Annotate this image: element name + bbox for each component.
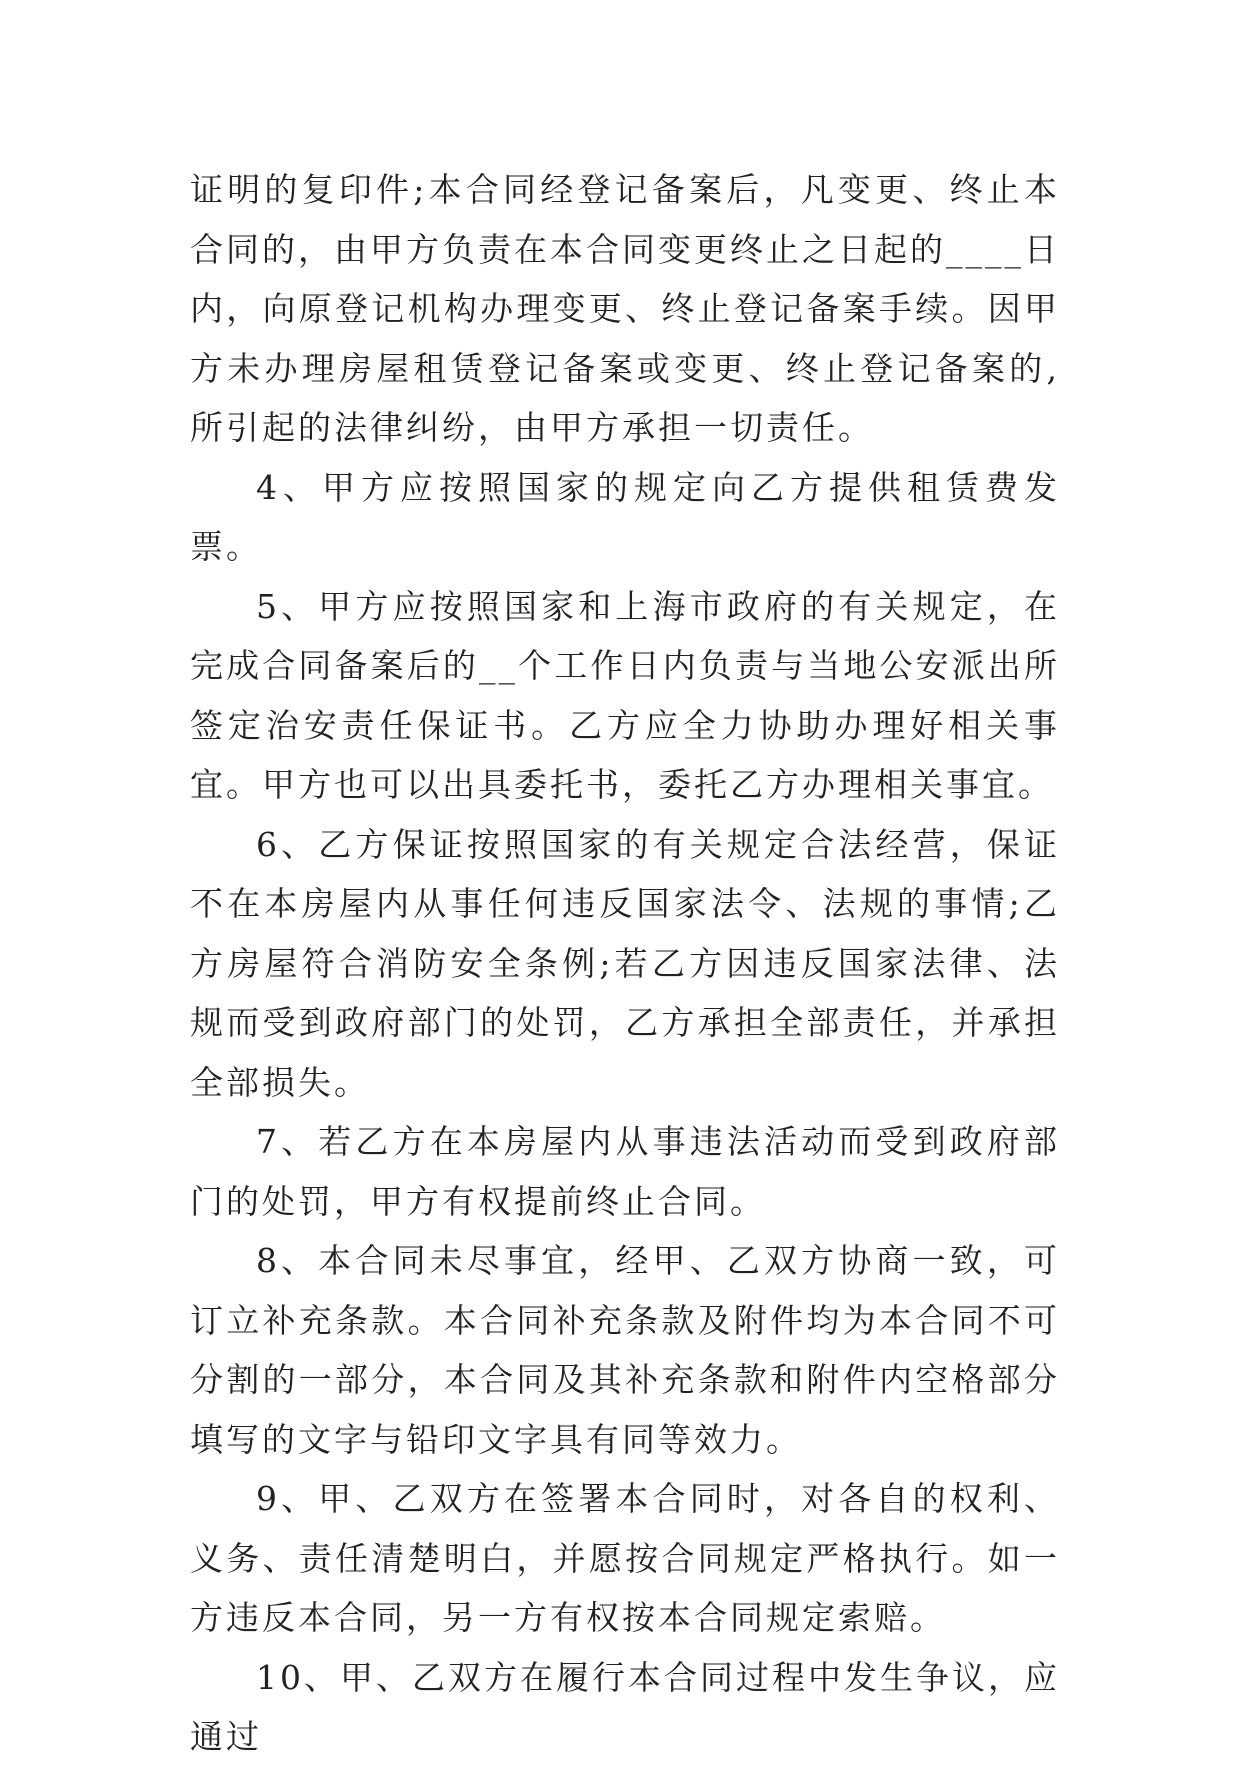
- paragraph-clause-7: 7、若乙方在本房屋内从事违法活动而受到政府部门的处罚，甲方有权提前终止合同。: [190, 1122, 1060, 1221]
- paragraph-clause-6: 6、乙方保证按照国家的有关规定合法经营，保证不在本房屋内从事任何违反国家法令、法规的事情;乙方房屋符合消防安全条例;若乙方因违反国家法律、法规而受到政府部门的处罚，乙方承担全部责任，并承担全部损失。: [190, 824, 1060, 1102]
- paragraph-clause-8: 8、本合同未尽事宜，经甲、乙双方协商一致，可订立补充条款。本合同补充条款及附件均为本合同不可分割的一部分，本合同及其补充条款和附件内空格部分填写的文字与铅印文字具有同等效力。: [190, 1241, 1060, 1459]
- paragraph-clause-9: 9、甲、乙双方在签署本合同时，对各自的权利、义务、责任清楚明白，并愿按合同规定严格执行。如一方违反本合同，另一方有权按本合同规定索赔。: [190, 1479, 1060, 1637]
- paragraph-clause-4: 4、甲方应按照国家的规定向乙方提供租赁费发票。: [190, 467, 1060, 566]
- paragraph-continuation: 证明的复印件;本合同经登记备案后，凡变更、终止本合同的，由甲方负责在本合同变更终止之日起的____日内，向原登记机构办理变更、终止登记备案手续。因甲方未办理房屋租赁登记备案或变更、终止登记备案的,所引起的法律纠纷，由甲方承担一切责任。: [190, 170, 1060, 447]
- paragraph-clause-5: 5、甲方应按照国家和上海市政府的有关规定，在完成合同备案后的__个工作日内负责与当地公安派出所签定治安责任保证书。乙方应全力协助办理好相关事宜。甲方也可以出具委托书，委托乙方办理相关事宜。: [190, 586, 1060, 804]
- document-body: [190, 160, 1060, 1767]
- paragraph-clause-10: 10、甲、乙双方在履行本合同过程中发生争议，应通过: [190, 1657, 1060, 1756]
